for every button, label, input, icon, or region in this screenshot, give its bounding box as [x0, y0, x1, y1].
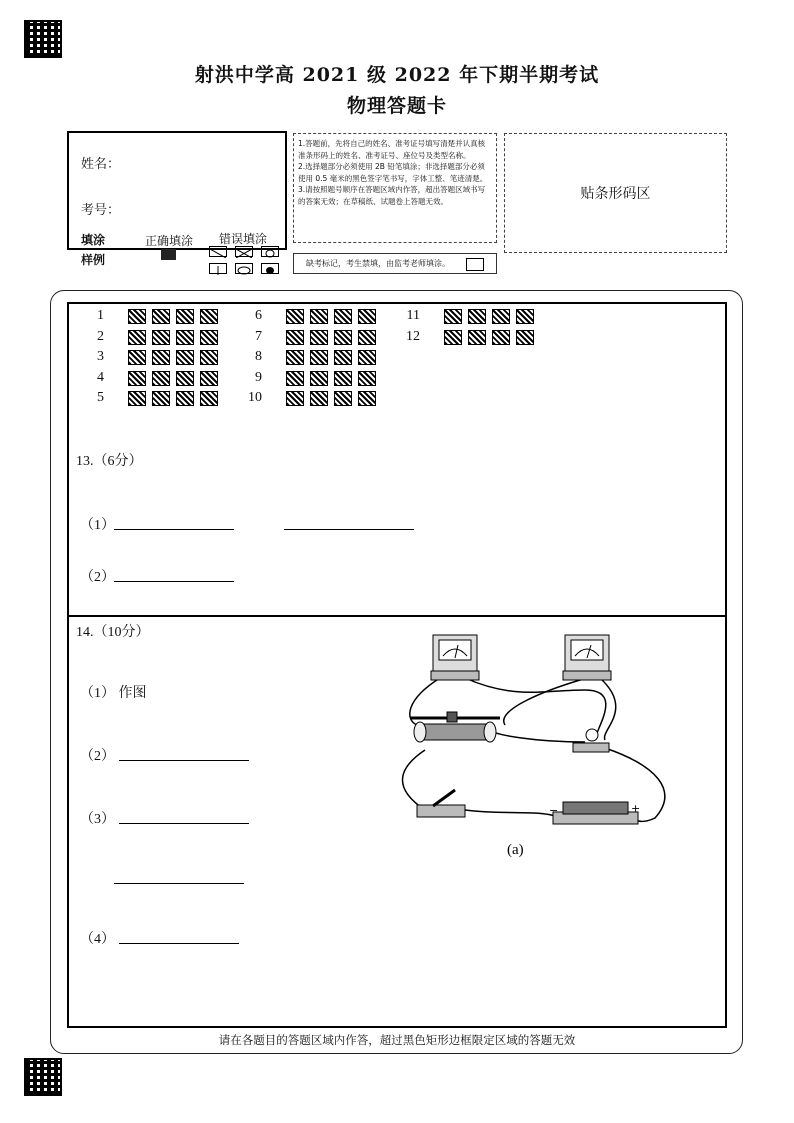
choice-number: 7 [255, 328, 262, 344]
answer-sheet-title: 物理答题卡 [346, 95, 447, 117]
choice-bubble-d[interactable] [516, 330, 534, 345]
choice-bubble-b[interactable] [310, 330, 328, 345]
q14-part2-blank[interactable] [119, 760, 249, 761]
switch-icon [417, 790, 465, 817]
name-label: 姓名： [81, 157, 121, 172]
choice-number: 9 [255, 369, 262, 385]
choice-bubble-a[interactable] [286, 391, 304, 406]
q14-part4-blank[interactable] [119, 943, 239, 944]
choice-bubble-b[interactable] [310, 350, 328, 365]
q13-title: 13.（6分） [76, 454, 143, 469]
wrong-fill-slash-icon [209, 246, 227, 257]
choice-number: 5 [97, 390, 104, 405]
choice-bubble-d[interactable] [358, 391, 376, 406]
choice-bubble-c[interactable] [334, 371, 352, 386]
choice-number: 10 [248, 390, 262, 405]
correct-fill-sample [161, 249, 176, 260]
choice-bubble-c[interactable] [492, 309, 510, 324]
choice-bubble-a[interactable] [286, 330, 304, 345]
choice-bubble-b[interactable] [468, 309, 486, 324]
exam-title: 射洪中学高 2021 级 2022 年下期半期考试 [194, 64, 600, 86]
instruction-3: 3.请按照题号顺序在答题区域内作答，超出答题区域书写的答案无效；在草稿纸、试题卷上答题无效。 [298, 185, 486, 206]
choice-bubble-a[interactable] [286, 371, 304, 386]
choice-bubble-b[interactable] [310, 391, 328, 406]
choice-bubble-c[interactable] [334, 330, 352, 345]
choice-bubble-d[interactable] [516, 309, 534, 324]
wrong-fill-cross-icon [235, 246, 253, 257]
bottom-qr-code [24, 1058, 62, 1096]
exam-id-label: 考号： [81, 203, 121, 218]
choice-bubble-c[interactable] [334, 309, 352, 324]
choice-number: 1 [97, 308, 104, 323]
choice-bubble-b[interactable] [152, 309, 170, 324]
choice-number: 8 [255, 349, 262, 364]
battery-minus-label: − [549, 804, 559, 817]
correct-fill-label: 正确填涂 [145, 234, 194, 248]
instruction-1: 1.答题前，先将自己的姓名、准考证号填写清楚并认真核准条形码上的姓名、准考证号、座位号及类型名称。 [298, 139, 486, 160]
barcode-area: 贴条形码区 [504, 133, 727, 253]
choice-number: 11 [406, 308, 420, 323]
choice-number: 3 [97, 349, 104, 364]
choice-bubble-a[interactable] [128, 330, 146, 345]
choice-bubble-b[interactable] [152, 330, 170, 345]
choice-bubble-a[interactable] [286, 350, 304, 365]
choice-bubble-c[interactable] [492, 330, 510, 345]
battery-icon [553, 802, 641, 824]
q14-part2-label: （2） [80, 749, 115, 764]
choice-bubble-c[interactable] [176, 309, 194, 324]
q13-part1-label: （1） [80, 518, 115, 533]
q13-part1-blank-b[interactable] [284, 529, 414, 530]
choice-bubble-c[interactable] [334, 391, 352, 406]
circuit-diagram [395, 630, 685, 870]
top-qr-code [24, 20, 62, 58]
rheostat-icon [410, 712, 500, 742]
choice-bubble-b[interactable] [468, 330, 486, 345]
choice-number: 2 [97, 328, 104, 344]
missing-exam-checkbox[interactable] [466, 258, 484, 271]
choice-bubble-d[interactable] [200, 309, 218, 324]
choice-bubble-a[interactable] [128, 309, 146, 324]
instruction-2: 2.选择题部分必须使用 2B 铅笔填涂；非选择题部分必须使用 0.5 毫米的黑色签字笔书写，字体工整、笔迹清楚。 [298, 162, 488, 183]
choice-bubble-a[interactable] [286, 309, 304, 324]
student-info-box [67, 131, 287, 267]
choice-bubble-b[interactable] [310, 371, 328, 386]
battery-plus-label: + [631, 802, 641, 815]
choice-bubble-b[interactable] [152, 391, 170, 406]
choice-bubble-a[interactable] [128, 371, 146, 386]
q14-part1-label: （1） 作图 [80, 686, 147, 701]
choice-bubble-d[interactable] [200, 350, 218, 365]
figure-label: (a) [507, 842, 524, 858]
choice-bubble-c[interactable] [176, 371, 194, 386]
choice-bubble-d[interactable] [200, 391, 218, 406]
fill-sample-label-1: 填涂 [81, 233, 106, 247]
choice-bubble-d[interactable] [358, 371, 376, 386]
choice-bubble-c[interactable] [176, 350, 194, 365]
choice-bubble-a[interactable] [444, 330, 462, 345]
choice-bubble-d[interactable] [358, 309, 376, 324]
light-bulb-icon [573, 729, 609, 752]
choice-number: 4 [97, 369, 104, 385]
choice-bubble-d[interactable] [358, 350, 376, 365]
q14-part4-label: （4） [80, 932, 115, 947]
instructions-box [293, 133, 497, 243]
choice-number: 6 [255, 308, 262, 323]
choice-bubble-d[interactable] [200, 330, 218, 345]
choice-bubble-a[interactable] [128, 391, 146, 406]
choice-number: 12 [406, 328, 420, 344]
choice-bubble-d[interactable] [200, 371, 218, 386]
choice-bubble-b[interactable] [310, 309, 328, 324]
q14-part3-blank-b[interactable] [114, 883, 244, 884]
choice-bubble-c[interactable] [176, 391, 194, 406]
choice-bubble-c[interactable] [176, 330, 194, 345]
missing-exam-mark [293, 253, 497, 274]
q13-part1-blank-a[interactable] [114, 529, 234, 530]
choice-bubble-b[interactable] [152, 371, 170, 386]
choice-bubble-b[interactable] [152, 350, 170, 365]
q13-part2-blank[interactable] [114, 581, 234, 582]
wrong-fill-label: 错误填涂 [219, 232, 268, 246]
fill-sample-label-2: 样例 [81, 253, 106, 267]
choice-bubble-a[interactable] [128, 350, 146, 365]
q13-part2-label: （2） [80, 570, 115, 585]
wrong-fill-dot-icon [261, 263, 279, 274]
ammeter-icon [431, 635, 479, 680]
choice-bubble-d[interactable] [358, 330, 376, 345]
voltmeter-icon [563, 635, 611, 680]
choice-bubble-c[interactable] [334, 350, 352, 365]
q14-title: 14.（10分） [76, 625, 150, 640]
wrong-fill-oval-icon [235, 263, 253, 274]
choice-bubble-a[interactable] [444, 309, 462, 324]
footer-warning: 请在各题目的答题区域内作答，超过黑色矩形边框限定区域的答题无效 [218, 1033, 576, 1047]
wrong-fill-bar-icon [209, 263, 227, 274]
q14-part3-blank-a[interactable] [119, 823, 249, 824]
q14-part3-label: （3） [80, 812, 115, 827]
wrong-fill-circle-icon [261, 246, 279, 257]
missing-exam-label: 缺考标记，考生禁填，由监考老师填涂。 [306, 259, 450, 268]
